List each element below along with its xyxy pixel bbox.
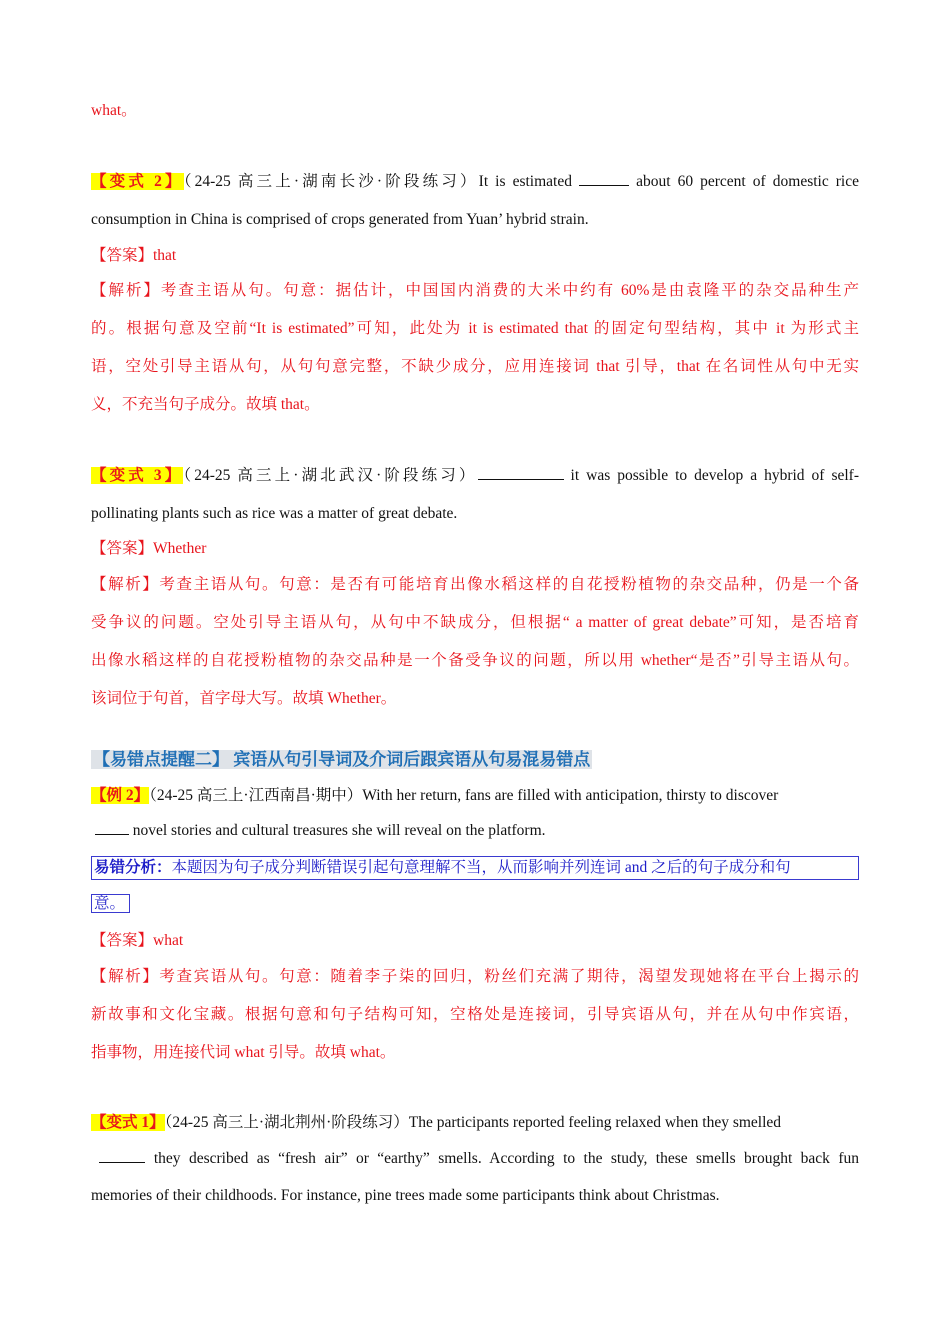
example2-tag: 【例 2】 bbox=[91, 787, 150, 804]
variant2-source: （24-25 高三上·湖南长沙·阶段练习） bbox=[183, 173, 479, 190]
variant1-question-line1 bbox=[91, 1112, 781, 1134]
variant3-question-part2: it was possible to develop a hybrid of self- bbox=[570, 467, 860, 484]
variant2-question-line1 bbox=[91, 171, 859, 193]
example2-source: （24-25 高三上·江西南昌·期中） bbox=[149, 787, 363, 804]
error-analysis-box-tail: 意。 bbox=[91, 894, 130, 913]
variant3-answer: 【答案】Whether bbox=[91, 540, 207, 557]
variant1-source: （24-25 高三上·湖北荆州·阶段练习） bbox=[164, 1114, 409, 1131]
error-analysis-text: 本题因为句子成分判断错误引起句意理解不当，从而影响并列连词 and 之后的句子成分和句 bbox=[171, 859, 791, 876]
error-analysis-box bbox=[91, 856, 859, 880]
section-heading: 【易错点提醒二】 宾语从句引导词及介词后跟宾语从句易混易错点 bbox=[93, 750, 591, 769]
variant3-question-line1 bbox=[91, 465, 859, 487]
variant2-tag: 【变式 2】 bbox=[91, 173, 184, 190]
variant1-question-text: The participants reported feeling relaxed when they smelled bbox=[408, 1114, 782, 1131]
variant3-source: （24-25 高三上·湖北武汉·阶段练习） bbox=[183, 467, 478, 484]
variant1-question-text2: they described as “fresh air” or “earthy” smells. According to the study, these smells brought back fun bbox=[153, 1150, 860, 1167]
section-heading-row bbox=[91, 749, 592, 772]
variant3-analysis-line: 该词位于句首，首字母大写。故填 Whether。 bbox=[91, 690, 397, 707]
variant2-analysis-line: 的。根据句意及空前“It is estimated”可知，此处为 it is estimated that 的固定句型结构，其中 it 为形式主 bbox=[91, 320, 859, 337]
error-analysis-box-line1 bbox=[91, 856, 859, 880]
variant1-tag: 【变式 1】 bbox=[91, 1114, 165, 1131]
variant2-question-part2: about 60 percent of domestic rice bbox=[636, 173, 859, 190]
example2-question-line1 bbox=[91, 785, 778, 807]
error-analysis-label: 易错分析： bbox=[94, 859, 172, 876]
example2-answer: 【答案】what bbox=[91, 932, 184, 949]
answer-blank bbox=[579, 184, 629, 186]
answer-blank bbox=[95, 833, 129, 835]
top-fragment: what。 bbox=[91, 102, 137, 119]
example2-analysis-line: 指事物，用连接代词 what 引导。故填 what。 bbox=[91, 1044, 396, 1061]
example2-analysis-line: 新故事和文化宝藏。根据句意和句子结构可知，空格处是连接词，引导宾语从句，并在从句中作宾语， bbox=[91, 1006, 859, 1023]
example2-question-text2: novel stories and cultural treasures she will reveal on the platform. bbox=[132, 822, 546, 839]
variant3-analysis-line: 出像水稻这样的自花授粉植物的杂交品种是一个备受争议的问题，所以用 whether“是否”引导主语从句。 bbox=[91, 652, 859, 669]
example2-question-text: With her return, fans are filled with anticipation, thirsty to discover bbox=[362, 787, 779, 804]
variant2-analysis-line: 义，不充当句子成分。故填 that。 bbox=[91, 396, 320, 413]
variant3-analysis-line: 【解析】考查主语从句。句意：是否有可能培育出像水稻这样的自花授粉植物的杂交品种，仍是一个备 bbox=[91, 576, 859, 593]
answer-blank bbox=[478, 478, 564, 480]
answer-blank bbox=[99, 1161, 145, 1163]
example2-analysis-line: 【解析】考查宾语从句。句意：随着李子柒的回归，粉丝们充满了期待，渴望发现她将在平台上揭示的 bbox=[91, 968, 859, 985]
variant3-question-line2: pollinating plants such as rice was a matter of great debate. bbox=[91, 505, 458, 522]
example2-question-line2 bbox=[91, 820, 546, 842]
variant2-analysis-line: 语，空处引导主语从句，从句句意完整，不缺少成分，应用连接词 that 引导，that 在名词性从句中无实 bbox=[91, 358, 859, 375]
variant2-question-line2: consumption in China is comprised of crops generated from Yuan’ hybrid strain. bbox=[91, 211, 589, 228]
variant2-question-part1: It is estimated bbox=[478, 173, 572, 190]
variant2-answer: 【答案】that bbox=[91, 247, 177, 264]
variant3-tag: 【变式 3】 bbox=[91, 467, 184, 484]
variant2-analysis-line: 【解析】考查主语从句。句意：据估计，中国国内消费的大米中约有 60%是由袁隆平的杂交品种生产 bbox=[91, 282, 859, 299]
variant1-question-line2 bbox=[91, 1148, 859, 1170]
variant1-question-line3: memories of their childhoods. For instance, pine trees made some participants think about Christmas. bbox=[91, 1187, 720, 1204]
variant3-analysis-line: 受争议的问题。空处引导主语从句，从句中不缺成分，但根据“ a matter of great debate”可知，是否培育 bbox=[91, 614, 859, 631]
error-analysis-box-line2 bbox=[91, 893, 130, 915]
